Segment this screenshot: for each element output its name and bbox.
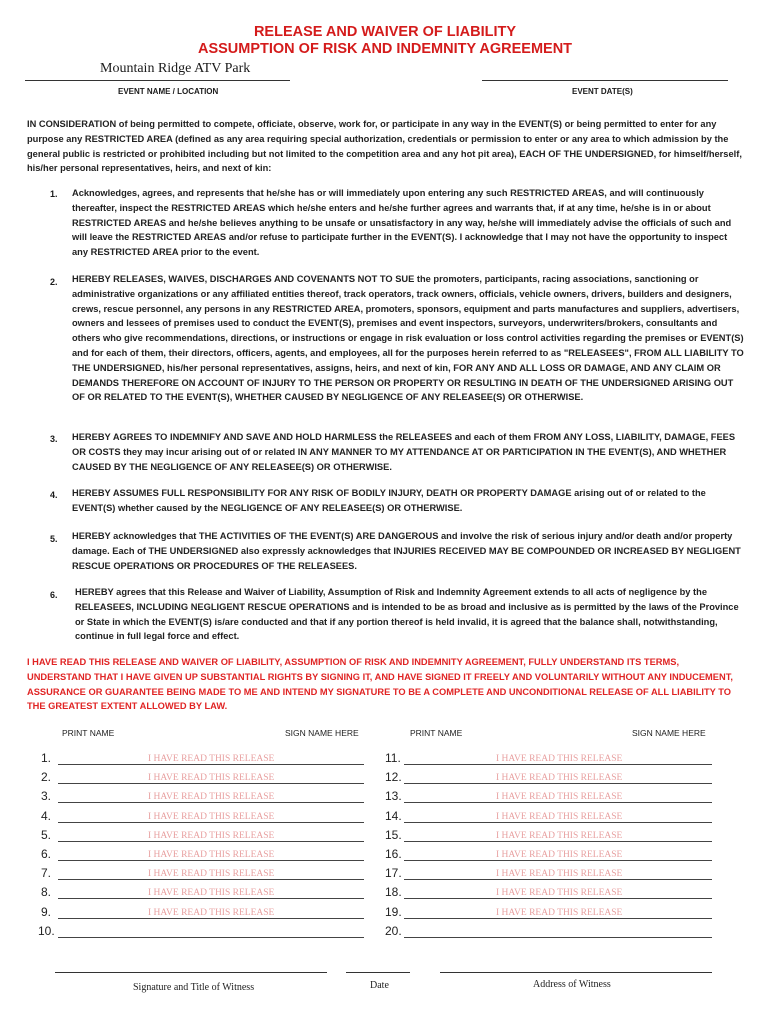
print-name-field[interactable]: [404, 764, 712, 765]
signature-stamp: I HAVE READ THIS RELEASE: [148, 888, 275, 898]
print-name-field[interactable]: [404, 937, 712, 938]
print-name-field[interactable]: [58, 937, 364, 938]
witness-signature-line[interactable]: [55, 972, 327, 973]
clause-number: 3.: [50, 434, 58, 444]
clause-text: HEREBY acknowledges that THE ACTIVITIES OF THE EVENT(S) ARE DANGEROUS and involve the risk of serious injury and/or death and/or property damage. Each of THE UNDERSIGNED also expressly acknowledges that INJURIES RECEIVED MAY BE COMPOUNDED OR INCREASED BY NEGLIGENT RESCUE OPERATIONS OR PROCEDURES OF THE RELEASEES.: [72, 531, 741, 571]
print-name-field[interactable]: [58, 764, 364, 765]
row-number: 2.: [41, 770, 52, 784]
right-print-name-header: PRINT NAME: [410, 728, 463, 738]
row-number: 20.: [385, 924, 402, 938]
signature-stamp: I HAVE READ THIS RELEASE: [148, 908, 275, 918]
witness-address-line[interactable]: [440, 972, 712, 973]
print-name-field[interactable]: [58, 822, 364, 823]
right-sign-name-header: SIGN NAME HERE: [632, 728, 706, 738]
signature-stamp: I HAVE READ THIS RELEASE: [496, 908, 623, 918]
print-name-field[interactable]: [58, 898, 364, 899]
print-name-field[interactable]: [58, 783, 364, 784]
signature-stamp: I HAVE READ THIS RELEASE: [496, 869, 623, 879]
print-name-field[interactable]: [404, 802, 712, 803]
left-print-name-header: PRINT NAME: [62, 728, 115, 738]
row-number: 12.: [385, 770, 402, 784]
row-number: 17.: [385, 866, 402, 880]
event-date-caption: EVENT DATE(S): [572, 87, 633, 96]
clause-number: 5.: [50, 534, 58, 544]
print-name-field[interactable]: [404, 918, 712, 919]
signature-stamp: I HAVE READ THIS RELEASE: [148, 812, 275, 822]
row-number: 15.: [385, 828, 402, 842]
left-sign-name-header: SIGN NAME HERE: [285, 728, 359, 738]
print-name-field[interactable]: [404, 783, 712, 784]
clause-number: 4.: [50, 490, 58, 500]
intro-paragraph: IN CONSIDERATION of being permitted to compete, officiate, observe, work for, or participate in any way in the EVENT(S) or being permitted to enter for any purpose any RESTRICTED AREA (defined as any area requiring special authorization, credentials or permission to enter or any area to which admission by the general public is restricted or prohibited including but not limited to the competition area and any hot pit area), EACH OF THE UNDERSIGNED, for himself/herself, his/her personal representatives, heirs, and next of kin:: [27, 119, 742, 174]
signature-stamp: I HAVE READ THIS RELEASE: [496, 831, 623, 841]
signature-stamp: I HAVE READ THIS RELEASE: [148, 773, 275, 783]
signature-stamp: I HAVE READ THIS RELEASE: [148, 792, 275, 802]
row-number: 18.: [385, 885, 402, 899]
signature-stamp: I HAVE READ THIS RELEASE: [496, 792, 623, 802]
row-number: 6.: [41, 847, 52, 861]
signature-stamp: I HAVE READ THIS RELEASE: [496, 773, 623, 783]
event-name-line: [25, 80, 290, 81]
print-name-field[interactable]: [58, 918, 364, 919]
clause-text: HEREBY ASSUMES FULL RESPONSIBILITY FOR ANY RISK OF BODILY INJURY, DEATH OR PROPERTY DAMAGE arising out of or related to the EVENT(S) whether caused by the NEGLIGENCE OF ANY RELEASEE(S) OR OTHERWISE.: [72, 488, 706, 513]
clause-text: HEREBY agrees that this Release and Waiver of Liability, Assumption of Risk and Indemnity Agreement extends to all acts of negligence by the RELEASEES, INCLUDING NEGLIGENT RESCUE OPERATIONS and is intended to be as broad and inclusive as is permitted by the laws of the Province or State in which the EVENT(S) is/are conducted and that if any portion thereof is held invalid, it is agreed that the balance shall, notwithstanding, continue in full legal force and effect.: [75, 587, 739, 642]
clause-text: HEREBY AGREES TO INDEMNIFY AND SAVE AND HOLD HARMLESS the RELEASEES and each of them FROM ANY LOSS, LIABILITY, DAMAGE, FEES OR COSTS they may incur arising out of or related IN ANY MANNER TO MY ATTENDANCE AT OR PARTICIPATION IN THE EVENT(S), AND WHETHER CAUSED BY THE NEGLIGENCE OF ANY RELEASEE(S) OR OTHERWISE.: [72, 432, 736, 472]
row-number: 9.: [41, 905, 52, 919]
clause-text: HEREBY RELEASES, WAIVES, DISCHARGES AND COVENANTS NOT TO SUE the promoters, participants, racing associations, sanctioning or administrative organizations or any affiliated entities thereof, track operators, track owners, officials, vehicle owners, drivers, builders and designers, crews, rescue personnel, any persons in any RESTRICTED AREA, promoters, sponsors, equipment and parts manufactures and suppliers, advertisers, owners and lessees of premises used to conduct the EVENT(S), premises and event inspectors, surveyors, underwriters/brokers, consultants and others who give recommendations, directions, or instructions or engage in risk evaluation or loss control activities regarding the premises or EVENT(S) and for each of them, their directors, officers, agents, and employees, all for the purposes herein referred to as "RELEASEES", FROM ALL LIABILITY TO THE UNDERSIGNED, his/her personal representatives, assigns, heirs, and next of kin, FOR ANY AND ALL LOSS OR DAMAGE, AND ANY CLAIM OR DEMANDS THEREFORE ON ACCOUNT OF INJURY TO THE PERSON OR PROPERTY OR RESULTING IN DEATH OF THE UNDERSIGNED ARISING OUT OF OR RELATED TO THE EVENT(S), WHETHER CAUSED BY NEGLIGENCE OF ANY RELEASEE(S) OR OTHERWISE.: [72, 274, 744, 403]
clause-number: 2.: [50, 277, 58, 287]
row-number: 14.: [385, 809, 402, 823]
signature-stamp: I HAVE READ THIS RELEASE: [148, 869, 275, 879]
row-number: 19.: [385, 905, 402, 919]
signature-stamp: I HAVE READ THIS RELEASE: [496, 754, 623, 764]
print-name-field[interactable]: [404, 841, 712, 842]
date-line[interactable]: [346, 972, 410, 973]
print-name-field[interactable]: [404, 822, 712, 823]
print-name-field[interactable]: [58, 860, 364, 861]
document-title-line2: ASSUMPTION OF RISK AND INDEMNITY AGREEMENT: [197, 41, 573, 57]
event-date-line[interactable]: [482, 80, 728, 81]
witness-address-label: Address of Witness: [533, 979, 611, 990]
event-name-caption: EVENT NAME / LOCATION: [118, 87, 219, 96]
clause-number: 1.: [50, 189, 58, 199]
row-number: 16.: [385, 847, 402, 861]
date-label: Date: [370, 980, 389, 991]
print-name-field[interactable]: [58, 841, 364, 842]
print-name-field[interactable]: [404, 879, 712, 880]
row-number: 7.: [41, 866, 52, 880]
signature-stamp: I HAVE READ THIS RELEASE: [496, 812, 623, 822]
signature-stamp: I HAVE READ THIS RELEASE: [148, 754, 275, 764]
witness-signature-label: Signature and Title of Witness: [133, 982, 255, 993]
row-number: 1.: [41, 751, 52, 765]
event-name-value[interactable]: Mountain Ridge ATV Park: [100, 61, 251, 76]
row-number: 10.: [38, 924, 55, 938]
row-number: 3.: [41, 789, 52, 803]
print-name-field[interactable]: [404, 860, 712, 861]
row-number: 11.: [385, 751, 401, 765]
clause-text: Acknowledges, agrees, and represents that he/she has or will immediately upon entering any such RESTRICTED AREAS, and will continuously thereafter, inspect the RESTRICTED AREAS which he/she enters and he/she further agrees and warrants that, if at any time, he/she is in or about RESTRICTED AREAS and he/she believes anything to be unsafe or unsatisfactory in any way, he/she will immediately advise the officials of such and will leave the RESTRICTED AREAS and/or refuse to participate further in the EVENT(S). I acknowledge that I may not have the opportunity to inspect any RESTRICTED AREA prior to the event.: [72, 188, 732, 258]
print-name-field[interactable]: [58, 802, 364, 803]
print-name-field[interactable]: [58, 879, 364, 880]
document-title-line1: RELEASE AND WAIVER OF LIABILITY: [253, 24, 517, 40]
row-number: 4.: [41, 809, 52, 823]
signature-stamp: I HAVE READ THIS RELEASE: [496, 888, 623, 898]
clause-number: 6.: [50, 590, 58, 600]
signature-stamp: I HAVE READ THIS RELEASE: [496, 850, 623, 860]
acknowledgement-paragraph: I HAVE READ THIS RELEASE AND WAIVER OF LIABILITY, ASSUMPTION OF RISK AND INDEMNITY AGREEMENT, FULLY UNDERSTAND ITS TERMS, UNDERSTAND THAT I HAVE GIVEN UP SUBSTANTIAL RIGHTS BY SIGNING IT, AND HAVE SIGNED IT FREELY AND VOLUNTARILY WITHOUT ANY INDUCEMENT, ASSURANCE OR GUARANTEE BEING MADE TO ME AND INTEND MY SIGNATURE TO BE A COMPLETE AND UNCONDITIONAL RELEASE OF ALL LIABILITY TO THE GREATEST EXTENT ALLOWED BY LAW.: [27, 657, 733, 712]
row-number: 13.: [385, 789, 402, 803]
row-number: 5.: [41, 828, 52, 842]
print-name-field[interactable]: [404, 898, 712, 899]
signature-stamp: I HAVE READ THIS RELEASE: [148, 850, 275, 860]
row-number: 8.: [41, 885, 52, 899]
signature-stamp: I HAVE READ THIS RELEASE: [148, 831, 275, 841]
